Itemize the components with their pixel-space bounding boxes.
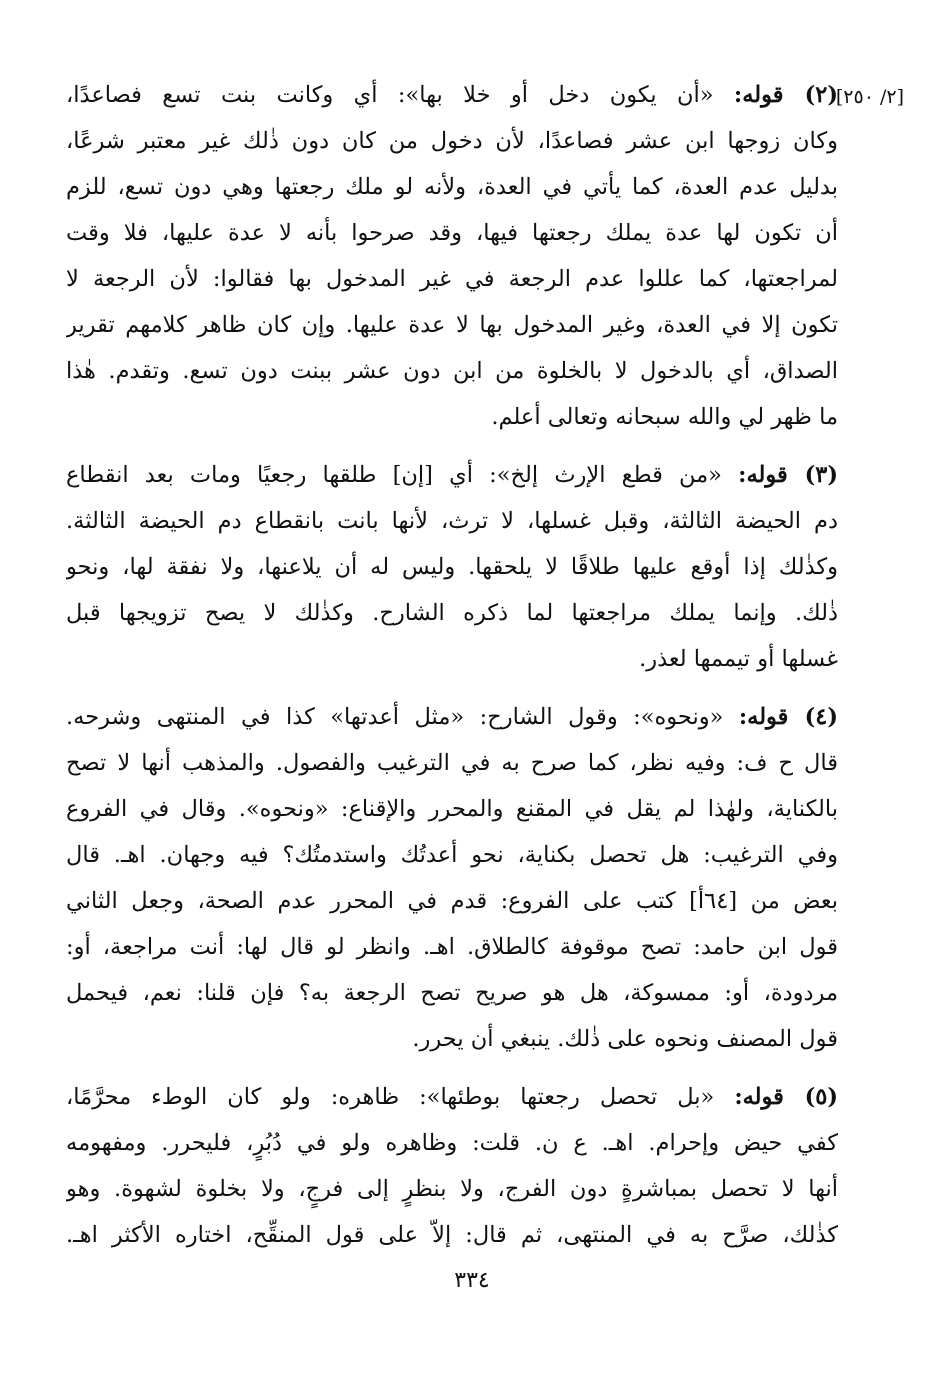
paragraph-lead: (٣) قوله: <box>738 462 838 488</box>
paragraph-lead: (٤) قوله: <box>738 704 838 730</box>
text-line: بدليل عدم العدة، كما يأتي في العدة، ولأنه لو ملك رجعتها وهي دون تسع، للزم <box>66 174 838 200</box>
text-line: بالكناية، ولهٰذا لم يقل في المقنع والمحرر والإقناع: «ونحوه». وقال في الفروع <box>66 796 838 822</box>
text-line: دم الحيضة الثالثة، وقبل غسلها، لا ترث، لأنها بانت بانقطاع دم الحيضة الثالثة. <box>66 508 838 534</box>
text-line: كذٰلك، صرَّح به في المنتهى، ثم قال: إلاّ على قول المنقِّح، اختاره الأكثر اهـ. <box>66 1222 838 1248</box>
commentary-text <box>66 72 838 1270</box>
commentary-paragraph-5 <box>66 1074 838 1258</box>
volume-page-reference: [٢/ ٢٥٠] <box>835 86 904 108</box>
line-text: «بل تحصل رجعتها بوطئها»: ظاهره: ولو كان الوطء محرَّمًا، <box>66 1084 715 1110</box>
text-line: ذٰلك. وإنما يملك مراجعتها لما ذكره الشارح. وكذٰلك لا يصح تزويجها قبل <box>66 600 838 626</box>
text-line: بعض من [٦٤أ] كتب على الفروع: قدم في المحرر عدم الصحة، وجعل الثاني <box>66 888 838 914</box>
line-text: «ونحوه»: وقول الشارح: «مثل أعدتها» كذا في المنتهى وشرحه. <box>66 704 724 730</box>
text-line: أنها لا تحصل بمباشرةٍ دون الفرج، ولا بنظرٍ إلى فرجٍ، ولا بخلوة لشهوة. وهو <box>66 1176 838 1202</box>
paragraph-lead: (٢) قوله: <box>733 82 838 108</box>
text-line: غسلها أو تيممها لعذر. <box>639 646 838 672</box>
line-text: «أن يكون دخل أو خلا بها»: أي وكانت بنت تسع فصاعدًا، <box>66 82 714 108</box>
text-line: الصداق، أي بالدخول لا بالخلوة من ابن دون عشر ببنت دون تسع. وتقدم. هٰذا <box>66 358 838 384</box>
text-line: قال ح ف: وفيه نظر، كما صرح به في الترغيب والفصول. والمذهب أنها لا تصح <box>66 750 838 776</box>
text-line: ما ظهر لي والله سبحانه وتعالى أعلم. <box>491 404 838 430</box>
text-line: تكون إلا في العدة، وغير المدخول بها لا عدة عليها. وإن كان ظاهر كلامهم تقرير <box>66 312 838 338</box>
commentary-paragraph-4 <box>66 694 838 1062</box>
text-line: لمراجعتها، كما عللوا عدم الرجعة في غير المدخول بها فقالوا: لأن الرجعة لا <box>66 266 838 292</box>
paragraph-lead: (٥) قوله: <box>734 1084 838 1110</box>
text-line: وفي الترغيب: هل تحصل بكناية، نحو أعدتُك واستدمتُك؟ فيه وجهان. اهـ. قال <box>66 842 838 868</box>
text-line <box>66 694 838 740</box>
text-line: قول ابن حامد: تصح موقوفة كالطلاق. اهـ. وانظر لو قال لها: أنت مراجعة، أو: <box>66 934 838 960</box>
commentary-paragraph-3 <box>66 452 838 682</box>
text-line: مردودة، أو: ممسوكة، هل هو صريح تصح الرجعة به؟ فإن قلنا: نعم، فيحمل <box>66 980 838 1006</box>
text-line <box>66 452 838 498</box>
line-text: «من قطع الإرث إلخ»: أي [إن] طلقها رجعيًا ومات بعد انقطاع <box>66 462 722 488</box>
commentary-paragraph-2 <box>66 72 838 440</box>
text-line: وكان زوجها ابن عشر فصاعدًا، لأن دخول من كان دون ذٰلك غير معتبر شرعًا، <box>66 128 838 154</box>
text-line <box>66 1074 838 1120</box>
page-number: ٣٣٤ <box>454 1268 490 1293</box>
text-line: قول المصنف ونحوه على ذٰلك. ينبغي أن يحرر. <box>412 1026 838 1052</box>
text-line: وكذٰلك إذا أوقع عليها طلاقًا لا يلحقها. وليس له أن يلاعنها، ولا نفقة لها، ونحو <box>66 554 838 580</box>
text-line: كفي حيض وإحرام. اهـ. ع ن. قلت: وظاهره ولو في دُبُرٍ، فليحرر. ومفهومه <box>66 1130 838 1156</box>
text-line: أن تكون لها عدة يملك رجعتها فيها، وقد صرحوا بأنه لا عدة عليها، فلا وقت <box>66 220 838 246</box>
text-line <box>66 72 838 118</box>
